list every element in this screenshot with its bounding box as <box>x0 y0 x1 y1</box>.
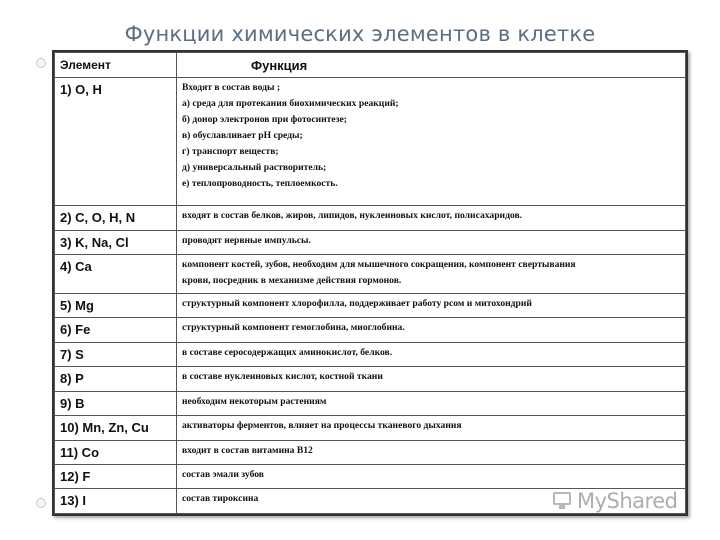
table-row <box>55 206 686 230</box>
function-line: а) среда для протекания биохимических реакций; <box>182 98 399 109</box>
element-cell: 4) Ca <box>55 255 177 294</box>
function-line: в составе нуклеиновых кислот, костной ткани <box>182 371 383 383</box>
function-line: входят в состав белков, жиров, липидов, нуклеиновых кислот, полисахаридов. <box>182 210 523 222</box>
function-line: проводят нервные импульсы. <box>182 234 311 246</box>
function-line: крови, посредник в механизме действия гормонов. <box>182 275 402 287</box>
slide-title: Функции химических элементов в клетке <box>124 22 596 46</box>
table-row <box>55 255 686 294</box>
table-row <box>55 318 686 342</box>
table-row <box>55 391 686 415</box>
function-line: в) обуславливает pH среды; <box>182 130 303 141</box>
element-cell: 10) Mn, Zn, Cu <box>55 416 177 440</box>
element-cell: 9) B <box>55 391 177 415</box>
function-line: Входят в состав воды ; <box>182 82 281 93</box>
watermark-text: MyShared <box>577 489 678 513</box>
element-cell: 11) Co <box>55 440 177 464</box>
elements-table <box>54 52 686 514</box>
function-line: б) донор электронов при фотосинтезе; <box>182 114 347 125</box>
function-cell <box>177 206 686 230</box>
table-body <box>55 78 686 514</box>
element-cell: 2) C, O, H, N <box>55 206 177 230</box>
function-line: в составе серосодержащих аминокислот, белков. <box>182 346 393 358</box>
function-cell <box>177 78 686 206</box>
table-row <box>55 230 686 254</box>
function-line: д) универсальный растворитель; <box>182 162 327 173</box>
function-line: структурный компонент хлорофилла, поддерживает работу рсом и митохондрий <box>182 297 532 309</box>
element-cell: 6) Fe <box>55 318 177 342</box>
function-line: е) теплопроводность, теплоемкость. <box>182 178 338 189</box>
function-line: необходим некоторым растениям <box>182 395 327 407</box>
monitor-icon <box>551 492 573 510</box>
function-cell <box>177 293 686 317</box>
element-cell: 13) I <box>55 489 177 514</box>
table-row <box>55 367 686 391</box>
bullet-icon <box>36 58 46 68</box>
element-cell: 12) F <box>55 464 177 488</box>
element-cell: 1) O, H <box>55 78 177 206</box>
table-row <box>55 416 686 440</box>
function-cell <box>177 416 686 440</box>
element-cell: 5) Mg <box>55 293 177 317</box>
function-cell <box>177 318 686 342</box>
function-line: активаторы ферментов, влияет на процессы тканевого дыхания <box>182 420 462 432</box>
function-line: входит в состав витамина В12 <box>182 444 313 456</box>
function-line: структурный компонент гемоглобина, миоглобина. <box>182 322 405 334</box>
element-cell: 8) P <box>55 367 177 391</box>
elements-table-frame <box>52 50 688 516</box>
table-row <box>55 464 686 488</box>
function-line: состав эмали зубов <box>182 468 264 480</box>
function-line: состав тироксина <box>182 493 259 505</box>
header-element: Элемент <box>55 53 177 78</box>
header-function: Функция <box>177 53 686 78</box>
table-row <box>55 440 686 464</box>
function-cell <box>177 342 686 366</box>
bullet-icon <box>36 498 46 508</box>
table-row <box>55 293 686 317</box>
function-cell <box>177 255 686 294</box>
function-cell <box>177 464 686 488</box>
function-cell <box>177 440 686 464</box>
function-cell <box>177 367 686 391</box>
function-cell <box>177 230 686 254</box>
function-line: компонент костей, зубов, необходим для мышечного сокращения, компонент свертывания <box>182 259 576 271</box>
watermark <box>551 489 691 513</box>
element-cell: 3) K, Na, Cl <box>55 230 177 254</box>
element-cell: 7) S <box>55 342 177 366</box>
table-row <box>55 342 686 366</box>
table-header-row <box>55 53 686 78</box>
function-cell <box>177 391 686 415</box>
table-row <box>55 78 686 206</box>
function-line: г) транспорт веществ; <box>182 146 279 157</box>
